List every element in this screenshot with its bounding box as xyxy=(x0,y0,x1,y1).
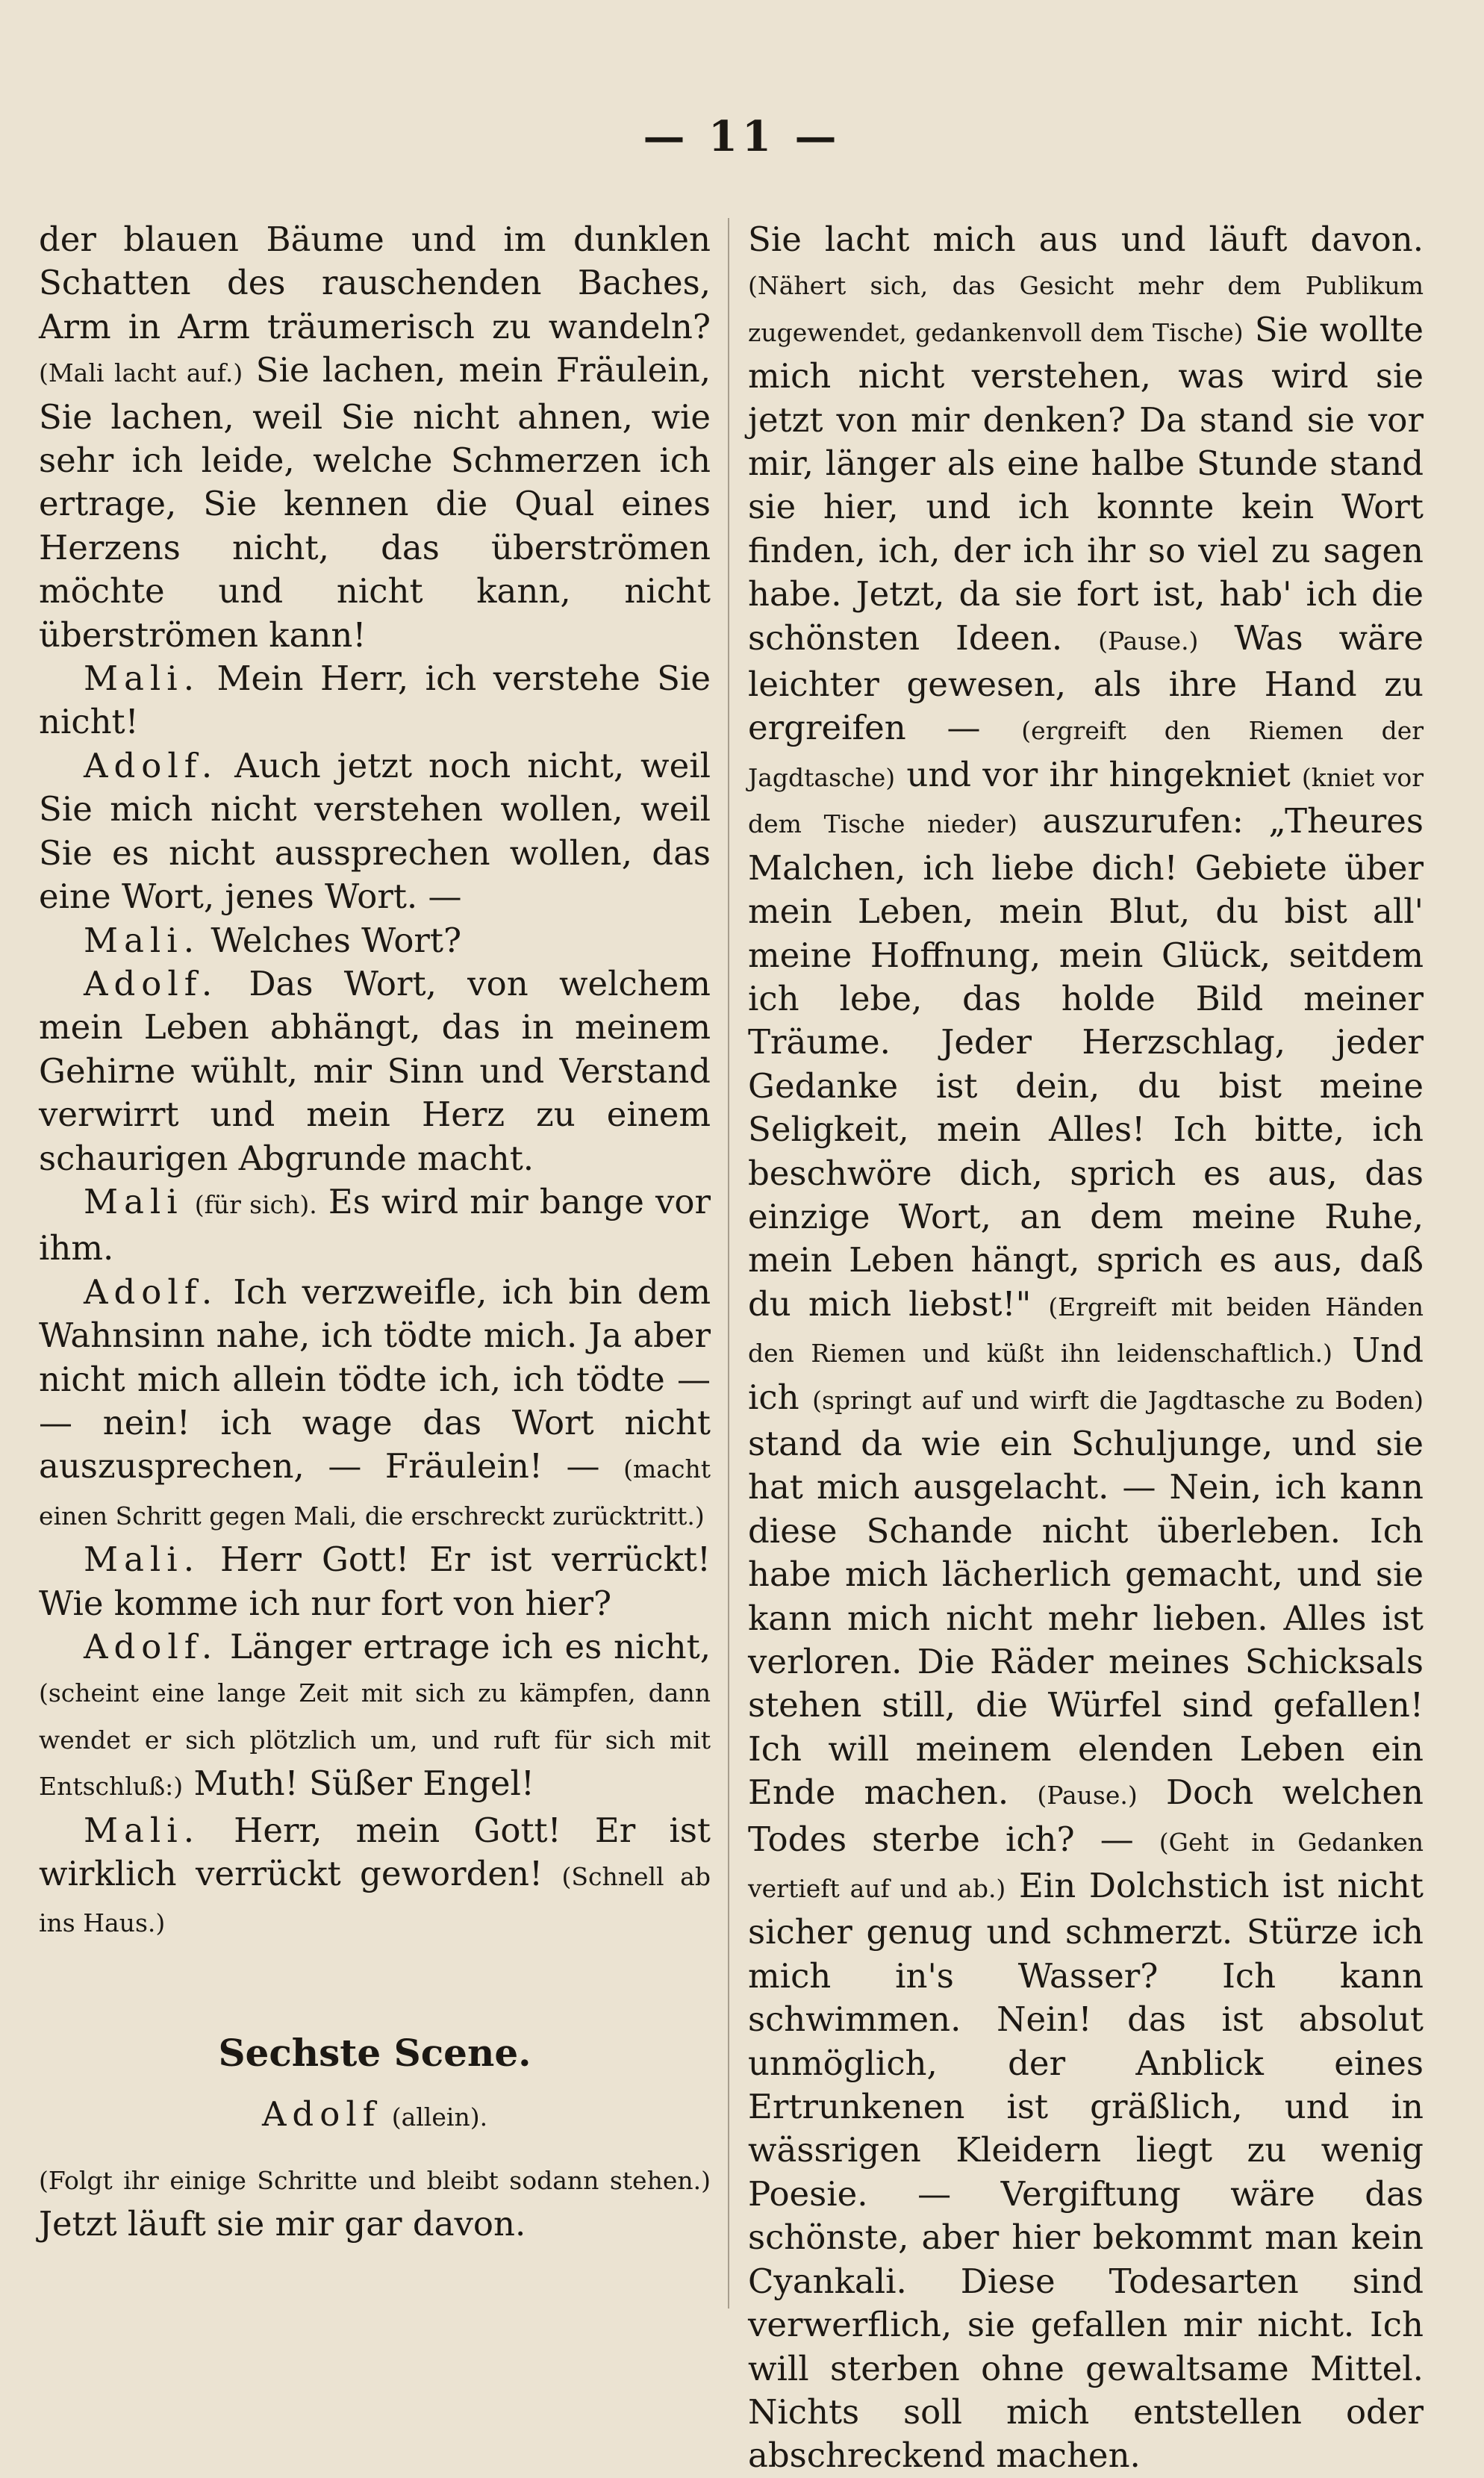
paragraph xyxy=(39,1538,711,1625)
stage-direction: (Mali lacht auf.) xyxy=(39,358,243,388)
dialogue-text: Herr, mein Gott! Er ist wirklich verrückt geworden! xyxy=(39,1810,711,1894)
stage-direction: (Pause.) xyxy=(1098,626,1199,656)
dialogue-text: Doch welchen Todes sterbe ich? — xyxy=(748,1772,1424,1859)
paragraph xyxy=(39,1625,711,1809)
speaker-name: Mali. xyxy=(84,659,200,699)
dialogue-text: auszurufen: „Theures Malchen, ich liebe dich! Gebiete über mein Leben, mein Blut, du bist all' meine Hoffnung, mein Glück, seitdem ich lebe, das holde Bild meiner Träume. Jeder Herzschlag, jeder Gedanke ist dein, du bist meine Seligkeit, mein Alles! Ich bitte, ich beschwöre dich, sprich es aus, das einzige Wort, an dem meine Ruhe, mein Leben hängt, sprich es aus, daß du mich liebst!" xyxy=(748,801,1424,1324)
dialogue-text: Sie wollte mich nicht verstehen, was wird sie jetzt von mir denken? Da stand sie vor mir, länger als eine halbe Stunde stand sie hier, und ich konnte kein Wort finden, ich, der ich ihr so viel zu sagen habe. Jetzt, da sie fort ist, hab' ich die schönsten Ideen. xyxy=(748,309,1424,658)
paragraph xyxy=(39,1271,711,1538)
dialogue-text: und vor ihr hingekniet xyxy=(906,754,1291,794)
speaker-name: Mali xyxy=(84,1181,184,1221)
speaker-name: Mali. xyxy=(84,1810,200,1850)
dialogue-text: Auch jetzt noch nicht, weil Sie mich nicht verstehen wollen, weil Sie es nicht aussprechen wollen, das eine Wort, jenes Wort. — xyxy=(39,745,711,917)
paragraph xyxy=(39,962,711,1180)
dialogue-text: Länger ertrage ich es nicht, xyxy=(229,1627,711,1666)
stage-direction: (Geht in Gedanken vertieft auf und ab.) xyxy=(748,1827,1424,1904)
paragraph xyxy=(39,218,711,657)
dialogue-text: Sie lacht mich aus und läuft davon. xyxy=(748,220,1424,259)
right-column xyxy=(748,218,1424,2478)
stage-direction: (Ergreift mit beiden Händen den Riemen und küßt ihn leidenschaftlich.) xyxy=(748,1292,1424,1369)
dialogue-text: Herr Gott! Er ist verrückt! Wie komme ich nur fort von hier? xyxy=(39,1540,711,1623)
speaker-name: Mali. xyxy=(84,920,200,960)
paragraph xyxy=(39,2156,711,2247)
dialogue-text: Ich verzweifle, ich bin dem Wahnsinn nahe, ich tödte mich. Ja aber nicht mich allein tödte ich, ich tödte — — nein! ich wage das Wort nicht auszusprechen, — Fräulein! — xyxy=(39,1271,711,1487)
paragraph xyxy=(39,657,711,744)
stage-direction: (kniet vor dem Tische nieder) xyxy=(748,762,1424,839)
dialogue-text: Ein Dolchstich ist nicht sicher genug und schmerzt. Stürze ich mich in's Wasser? Ich kann schwimmen. Nein! das ist absolut unmöglich, der Anblick eines Ertrunkenen ist gräßlich, und in wässrigen Kleidern liegt zu wenig Poesie. — Vergiftung wäre das schönste, aber hier bekommt man kein Cyankali. Diese Todesarten sind verwerflich, sie gefallen mir nicht. Ich will sterben ohne gewaltsame Mittel. Nichts soll mich entstellen oder abschreckend machen. xyxy=(748,1866,1424,2476)
stage-direction: (Nähert sich, das Gesicht mehr dem Publikum zugewendet, gedankenvoll dem Tische) xyxy=(748,271,1424,347)
stage-direction: (scheint eine lange Zeit mit sich zu kämpfen, dann wendet er sich plötzlich um, und ruft für sich mit Entschluß:) xyxy=(39,1678,711,1802)
speaker-name: Adolf. xyxy=(84,963,219,1003)
dialogue-text: Und ich xyxy=(748,1330,1424,1417)
dialogue-text: Was wäre leichter gewesen, als ihre Hand zu ergreifen — xyxy=(748,617,1424,748)
stage-direction: (allein). xyxy=(391,2102,488,2132)
paragraph xyxy=(39,1809,711,1946)
page-number: — 11 — xyxy=(643,112,841,161)
speaker-name: Adolf. xyxy=(84,1271,219,1312)
speaker-name: Adolf. xyxy=(84,1627,219,1666)
speaker-name: Adolf. xyxy=(84,745,219,785)
scene-heading: Sechste Scene. xyxy=(218,2030,531,2075)
scene-speaker-line xyxy=(39,2093,711,2139)
left-column xyxy=(39,218,711,2246)
speaker-name: Mali. xyxy=(84,1540,200,1580)
paragraph xyxy=(39,1180,711,1271)
column-divider xyxy=(728,218,729,2309)
stage-direction: (für sich). xyxy=(194,1189,317,1219)
dialogue-text: Jetzt läuft sie mir gar davon. xyxy=(39,2204,526,2244)
dialogue-text: Es wird mir bange vor ihm. xyxy=(39,1181,711,1268)
stage-direction: (springt auf und wirft die Jagdtasche zu Boden) xyxy=(812,1385,1424,1415)
dialogue-text: Sie lachen, mein Fräulein, Sie lachen, weil Sie nicht ahnen, wie sehr ich leide, welche Schmerzen ich ertrage, Sie kennen die Qual eines Herzens nicht, das überströmen möchte und nicht kann, nicht überströmen kann! xyxy=(39,350,711,655)
speaker-name: Adolf xyxy=(261,2094,381,2135)
stage-direction: (ergreift den Riemen der Jagdtasche) xyxy=(748,716,1424,792)
stage-direction: (Folgt ihr einige Schritte und bleibt sodann stehen.) xyxy=(39,2165,711,2195)
dialogue-text: Das Wort, von welchem mein Leben abhängt, das in meinem Gehirne wühlt, mir Sinn und Verstand verwirrt und mein Herz zu einem schaurigen Abgrunde macht. xyxy=(39,963,711,1178)
dialogue-text: Muth! Süßer Engel! xyxy=(193,1763,535,1804)
dialogue-text: Mein Herr, ich verstehe Sie nicht! xyxy=(39,659,711,742)
stage-direction: (Schnell ab ins Haus.) xyxy=(39,1862,711,1938)
stage-direction: (macht einen Schritt gegen Mali, die erschreckt zurücktritt.) xyxy=(39,1454,711,1531)
dialogue-text: stand da wie ein Schuljunge, und sie hat mich ausgelacht. — Nein, ich kann diese Schande nicht überleben. Ich habe mich lächerlich gemacht, und sie kann mich nicht mehr lieben. Alles ist verloren. Die Räder meines Schicksals stehen still, die Würfel sind gefallen! Ich will meinem elenden Leben ein Ende machen. xyxy=(748,1423,1424,1813)
paragraph xyxy=(748,218,1424,2478)
paragraph xyxy=(39,744,711,919)
paragraph xyxy=(39,919,711,962)
stage-direction: (Pause.) xyxy=(1037,1781,1138,1811)
dialogue-text: Welches Wort? xyxy=(211,920,462,960)
dialogue-text: der blauen Bäume und im dunklen Schatten des rauschenden Baches, Arm in Arm träumerisch zu wandeln? xyxy=(39,220,711,346)
